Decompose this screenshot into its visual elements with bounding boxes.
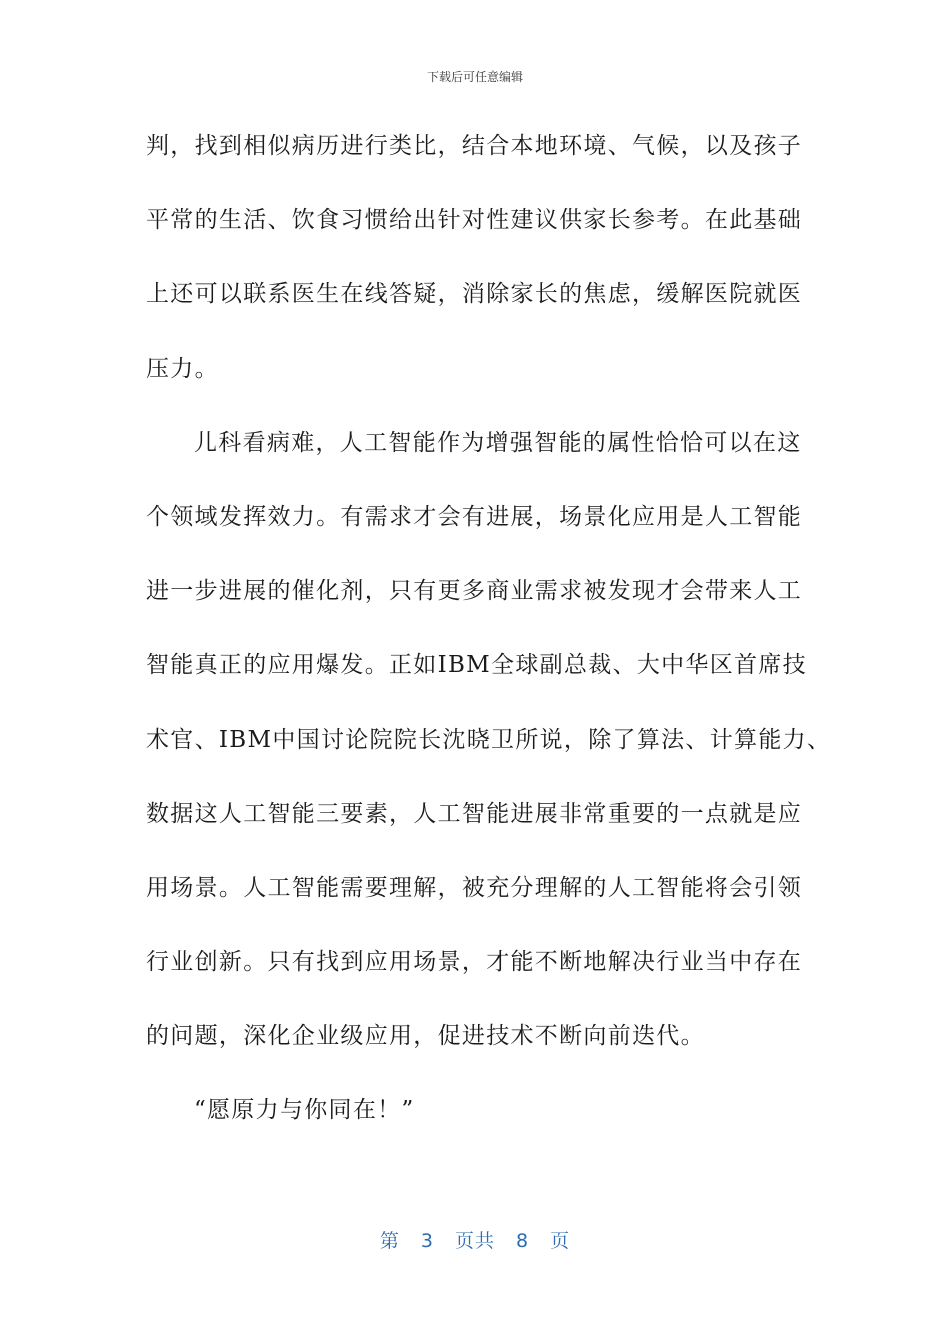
paragraph-line: 进一步进展的催化剂，只有更多商业需求被发现才会带来人工 (146, 578, 803, 605)
quote-line: “愿原力与你同在！” (194, 1097, 415, 1124)
paragraph-line: 儿科看病难，人工智能作为增强智能的属性恰恰可以在这 (194, 429, 802, 456)
paragraph-line: 平常的生活、饮食习惯给出针对性建议供家长参考。在此基础 (146, 207, 803, 234)
paragraph-line: 用场景。人工智能需要理解，被充分理解的人工智能将会引领 (146, 874, 803, 901)
paragraph-line: 智能真正的应用爆发。正如IBM全球副总裁、大中华区首席技 (146, 652, 807, 679)
document-body (146, 122, 832, 1161)
paragraph-line: 数据这人工智能三要素，人工智能进展非常重要的一点就是应 (146, 800, 803, 827)
page-header: 下载后可任意编辑 (426, 70, 523, 84)
paragraph-line: 行业创新。只有找到应用场景，才能不断地解决行业当中存在 (146, 949, 803, 976)
paragraph-line: 个领域发挥效力。有需求才会有进展，场景化应用是人工智能 (146, 503, 803, 530)
paragraph-line: 的问题，深化企业级应用，促进技术不断向前迭代。 (146, 1023, 705, 1050)
paragraph-line: 上还可以联系医生在线答疑，消除家长的焦虑，缓解医院就医 (146, 281, 803, 308)
paragraph-line: 判，找到相似病历进行类比，结合本地环境、气候，以及孩子 (146, 133, 803, 159)
paragraph-line: 术官、IBM中国讨论院院长沈晓卫所说，除了算法、计算能力、 (146, 726, 832, 753)
page-number: 第 3 页共 8 页 (379, 1230, 571, 1252)
paragraph-line: 压力。 (146, 355, 219, 382)
